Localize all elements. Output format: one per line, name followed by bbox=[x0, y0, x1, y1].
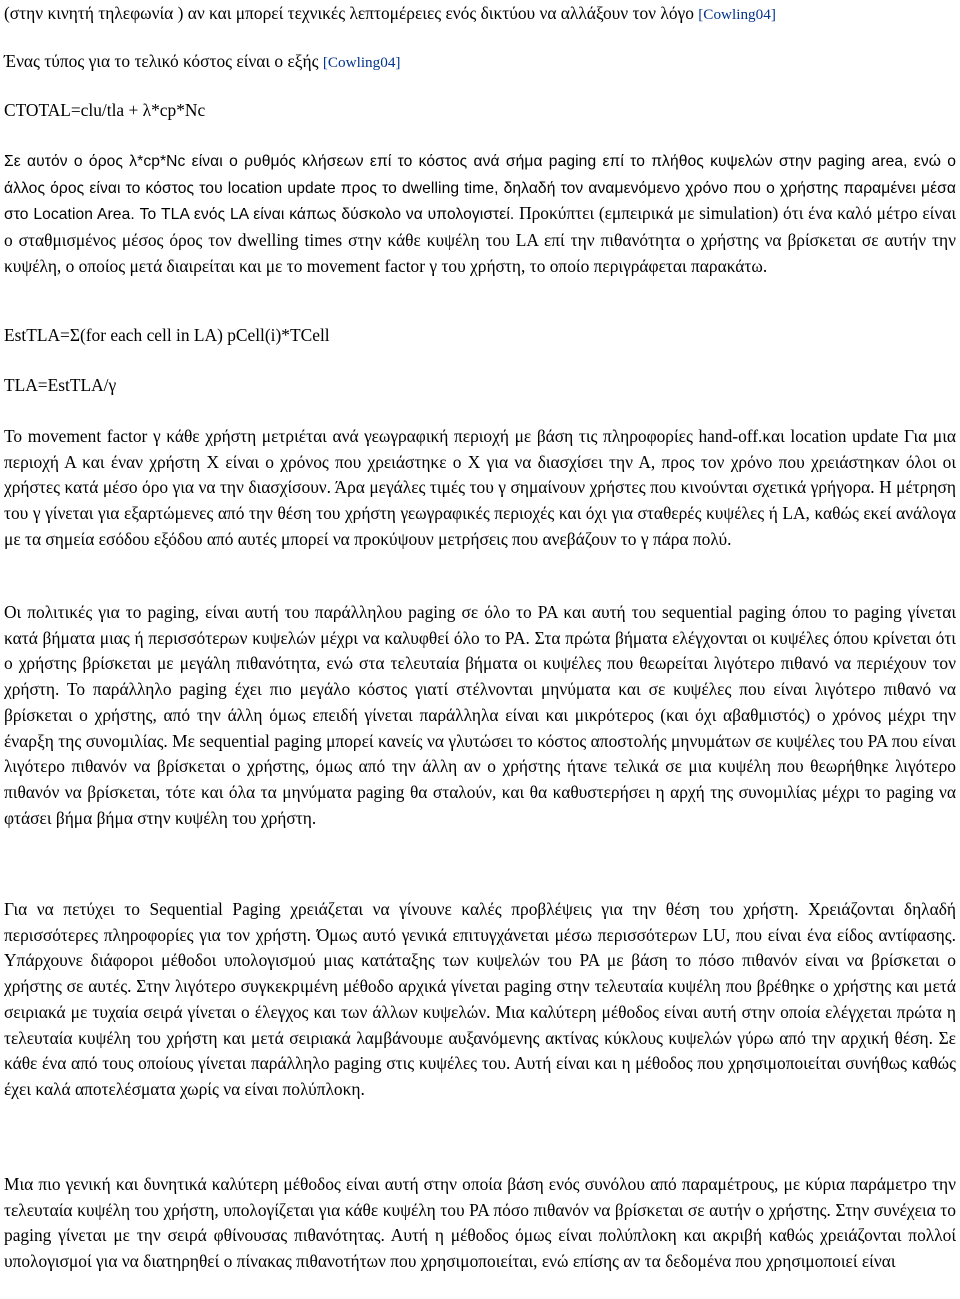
paragraph-cost-explanation-part1: Σε αυτόν ο όρος λ*cp*Nc είναι ο ρυθμός κλήσεων επί το κόστος ανά σήμα paging επί το πλήθος κυψελών στην paging area, ενώ ο άλλος όρος είναι το κόστος του location update προς το dwelling time, δηλαδή τον αναμενόμενο χρόνο που ο χρήστης παραμένει μέσα στο Location Area. Το TLA ενός LA είναι κάπως δύσκολο να υπολογιστεί. bbox=[4, 153, 956, 224]
formula-esttla: EstTLA=Σ(for each cell in LA) pCell(i)*TCell bbox=[4, 325, 330, 345]
paragraph-formula-intro-text: Ένας τύπος για το τελικό κόστος είναι ο εξής bbox=[4, 51, 323, 71]
paragraph-intro bbox=[4, 1, 956, 28]
paragraph-intro-text: (στην κινητή τηλεφωνία ) αν και μπορεί τεχνικές λεπτομέρειες ενός δικτύου να αλλάξουν τον λόγο bbox=[4, 3, 699, 23]
paragraph-cost-explanation-part2: Προκύπτει (εμπειρικά με simulation) ότι ένα καλό μέτρο είναι ο σταθμισμένος μέσος όρος τον dwelling times στην κάθε κυψέλη του LA επί την πιθανότητα ο χρήστης να βρίσκεται σε αυτήν την κυψέλη, ο οποίος μετά διαιρείται και με το movement factor γ του χρήστη, το οποίο περιγράφεται παρακάτω. bbox=[4, 203, 956, 276]
paragraph-formula-intro bbox=[4, 49, 956, 76]
citation-link[interactable]: [Cowling04] bbox=[322, 54, 401, 71]
paragraph-paging-policies: Οι πολιτικές για το paging, είναι αυτή του παράλληλου paging σε όλο το PA και αυτή του sequential paging όπου το paging γίνεται κατά βήματα μιας ή περισσότερων κυψελών μέχρι να καλυφθεί όλο το PA. Στα πρώτα βήματα ελέγχονται οι κυψέλες όπου κρίνεται ότι ο χρήστης βρίσκεται με μεγάλη πιθανότητα, ενώ στα τελευταία βήματα οι κυψέλες που θεωρείται λιγότερο πιθανό να περιέχουν τον χρήστη. Το παράλληλο paging έχει πιο μεγάλο κόστος γιατί στέλνονται μηνύματα και σε κυψέλες που είναι λιγότερο πιθανό να βρίσκεται ο χρήστης, από την άλλη όμως επειδή γίνεται παράλληλα είναι και μικρότερος (και όχι αβαθμιστός) ο χρόνος μέχρι την έναρξη της συνομιλίας. Με sequential paging μπορεί κανείς να γλυτώσει το κόστος αποστολής μηνυμάτων σε κυψέλες του PA που είναι λιγότερο πιθανόν να βρίσκεται ο χρήστης, όμως από την άλλη αν ο χρήστης ήτανε τελικά σε μια κυψέλη που θεωρήθηκε λιγότερο πιθανόν να βρίσκεται, τότε και όλα τα μηνύματα paging θα σταλούν, και θα καθυστερήσει η αρχή της συνομιλίας μέχρι το paging να φτάσει βήμα βήμα στην κυψέλη του χρήστη. bbox=[4, 602, 956, 828]
paragraph-probabilistic-method: Μια πιο γενική και δυνητικά καλύτερη μέθοδος είναι αυτή στην οποία βάση ενός συνόλου από παραμέτρους, με κύρια παράμετρο την τελευταία κυψέλη του χρήστη, υπολογίζεται για κάθε κυψέλη του PA πόσο πιθανόν να βρίσκεται σε αυτήν ο χρήστης. Στην συνέχεια το paging γίνεται με την σειρά φθίνουσας πιθανότητας. Αυτή η μέθοδος όμως είναι πολύπλοκη και ακριβή καθώς χρειάζονται πολλοί υπολογισμοί για να διατηρηθεί ο πίνακας πιθανοτήτων που χρησιμοποιείται, ενώ επίσης αν τα δεδομένα που χρησιμοποιεί είναι bbox=[4, 1174, 956, 1272]
paragraph-sequential-paging: Για να πετύχει το Sequential Paging χρειάζεται να γίνουνε καλές προβλέψεις για την θέση του χρήστη. Χρειάζονται δηλαδή περισσότερες πληροφορίες για τον χρήστη. Όμως αυτό γενικά επιτυγχάνεται μέσω περισσότερων LU, που είναι ένα είδος αντίφασης. Υπάρχουνε διάφοροι μέθοδοι υπολογισμού μιας κατάταξης των κυψελών του PA με βάση το πόσο πιθανόν είναι να βρίσκεται ο χρήστης σε αυτές. Στην λιγότερο συγκεκριμένη μέθοδο αρχικά γίνεται paging στην τελευταία κυψέλη που βρέθηκε ο χρήστης και μετά σειριακά με τυχαία σειρά γίνεται ο έλεγχος και των άλλων κυψελών. Μια καλύτερη μέθοδος είναι αυτή στην οποία ελέγχεται πρώτα η τελευταία κυψέλη του χρήστη και μετά σειριακά λαμβάνουμε αυξανόμενης ακτίνας κύκλους κυψελών γύρω από την αρχική θέση. Σε κάθε ένα από τους οποίους γίνεται παράλληλο paging στις κυψέλες του. Αυτή είναι και η μέθοδος που χρησιμοποιείται συνήθως καθώς έχει καλά αποτελέσματα χωρίς να είναι πολύπλοκη. bbox=[4, 899, 956, 1099]
paragraph-cost-explanation bbox=[4, 148, 956, 280]
paragraph-movement-factor: Το movement factor γ κάθε χρήστη μετριέται ανά γεωγραφική περιοχή με βάση τις πληροφορίες hand-off.και location update Για μια περιοχή Α και έναν χρήστη Χ είναι ο χρόνος που χρειάστηκε ο Χ για να διασχίσει την Α, προς τον χρόνο που χρειάστηκαν όλοι οι χρήστες κατά μέσο όρο για να την διασχίσουν. Άρα μεγάλες τιμές του γ σημαίνουν χρήστες που κινούνται σχετικά γρήγορα. Η μέτρηση του γ γίνεται για εξαρτώμενες από την θέση του χρήστη γεωγραφικές περιοχές και όχι για σταθερές κυψέλες ή LA, καθώς εκεί ανάλογα με τα σημεία εσόδου εξόδου από αυτές μπορεί να προκύψουν μετρήσεις που ανεβάζουν το γ πάρα πολύ. bbox=[4, 426, 956, 549]
formula-tla: TLA=EstTLA/γ bbox=[4, 375, 117, 395]
formula-ctotal: CTOTAL=clu/tla + λ*cp*Nc bbox=[4, 100, 206, 120]
citation-link[interactable]: [Cowling04] bbox=[698, 6, 776, 23]
